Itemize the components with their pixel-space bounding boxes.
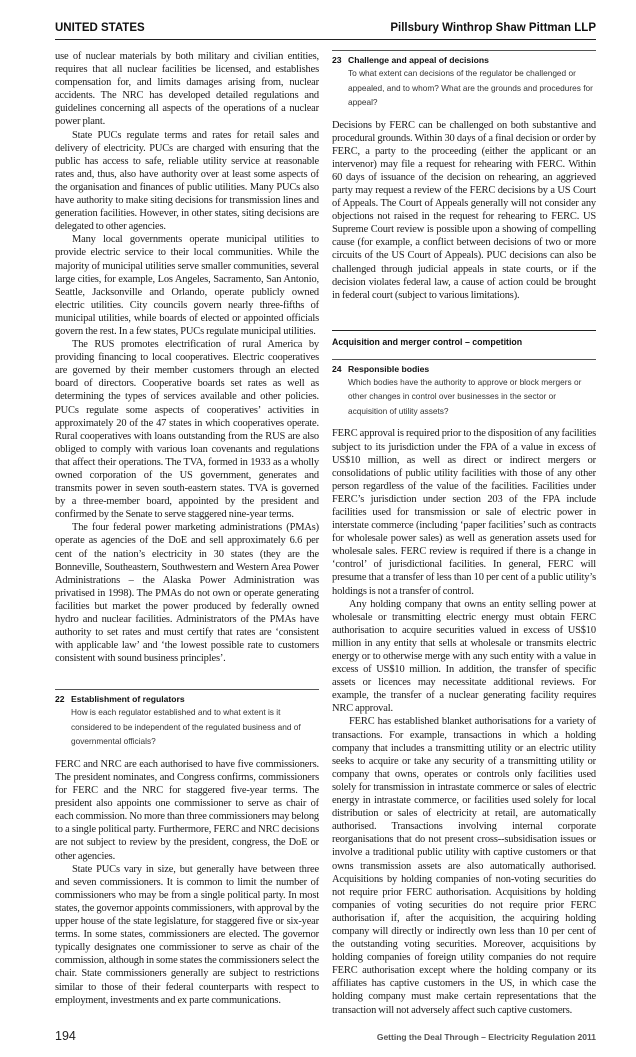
question-22 [55,689,319,749]
header-firm: Pillsbury Winthrop Shaw Pittman LLP [390,22,596,34]
paragraph: use of nuclear materials by both military and civilian entities, requires that all nuclear facilities be licensed, and establishes compensation for, and limits damages arising from, nuclear accidents. The NRC has developed detailed regulations and guidelines concerning all aspects of the operations of a nuclear power plant. [55,51,319,128]
paragraph: FERC and NRC are each authorised to have five commissioners. The president nominates, and Congress confirms, commissioners for FERC and the NRC for staggered five-year terms. The president also appoints one commissioner to serve as chair of each commission. No more than three commissioners may belong to a single political party. Furthermore, FERC and NRC decisions are not subject to review by the president, congress, the DoE or other agencies. [55,758,319,862]
page-number: 194 [55,1028,76,1043]
question-24 [332,359,596,419]
paragraph: FERC has established blanket authorisations for a variety of transactions. For example, transactions in which a holding company that includes a transmitting utility or an electric utility seeks to acquire or take any security of a transmitting utility or company that owns, operates or controls only facilities used solely for transmission in intrastate commerce or sales of electric energy in intrastate commerce, or facilities used solely for local distribution or sales of electricity at retail, are automatically authorised. Transactions involving internal corporate reorganisations that do not present cross--subsidisation issues or involve a traditional public utility with captive customers or that owns transmission assets are also automatically authorised. Acquisitions by holding companies of non-voting securities do not require prior FERC authorisation. Acquisitions by holding companies of voting securities do not require prior FERC authorisation if, after the acquisition, the acquiring holding company will directly or indirectly own less than 10 per cent of the outstanding voting securities. Moreover, acquisitions by holding companies of foreign utility companies do not require FERC authorisation except where the holding company or its affiliates has captive customers in the US, in which case the holding company must make certain representations that the transaction will not adversely affect such captive customers. [332,716,596,1016]
columns [55,50,596,1017]
paragraph: FERC approval is required prior to the disposition of any facilities subject to its jurisdiction under the FPA of a value in excess of US$10 million, as well as direct or indirect mergers or consolidations of public utility facilities with those of any other person regardless of the value of the facilities. Facilities under FERC’s jurisdiction under section 203 of the FPA include facilities used for transmission or sale of electric power in interstate commerce (including ‘paper facilities’ such as contracts for wholesale power sales) as well as generation assets used for wholesale sales. FERC review is required if there is a change in ‘control’ of jurisdictional facilities. In general, FERC will presume that a transfer of less than 10 per cent of a public utility’s holdings is not a transfer of control. [332,428,596,597]
paragraph: Many local governments operate municipal utilities to provide electric service to their local communities. While the majority of municipal utilities serve smaller communities, several large cities, for example, Los Angeles, Sacramento, San Antonio, Seattle, Jacksonville and Orlando, operate publicly owned electric utilities. City councils govern nearly three-fifths of municipal utilities, while boards of elected or appointed officials govern the rest. In a few states, PUCs regulate municipal utilities. [55,234,319,337]
question-23 [332,50,596,110]
right-column [332,50,596,1017]
page-footer [55,1029,596,1043]
header-country: UNITED STATES [55,22,145,34]
publication-title: Getting the Deal Through – Electricity Regulation 2011 [376,1031,596,1042]
paragraph: State PUCs regulate terms and rates for retail sales and delivery of electricity. PUCs are charged with ensuring that the public has access to safe, reliable utility service at reasonable rates and, thus, also have authority over at least some aspects of the organisation and finances of public utilities. Many PUCs also have authority to make siting decisions for transmission lines and generation facilities. However, in other states, siting decisions are delegated to other agencies. [55,129,319,233]
spacer [55,1017,596,1029]
question-title: Establishment of regulators [71,694,185,705]
question-title: Responsible bodies [348,363,430,374]
section-heading: Acquisition and merger control – competition [332,330,596,349]
page-header [55,22,596,40]
question-text: Which bodies have the authority to approve or block mergers or other changes in control over businesses in the sector or acquisition of utility assets? [348,376,582,416]
question-title: Challenge and appeal of decisions [348,55,489,65]
paragraph: Any holding company that owns an entity selling power at wholesale or transmitting electric energy must obtain FERC authorisation to acquire securities valued in excess of US$10 million in any entity that sells at wholesale or transmits electric energy or to otherwise merge with any such entity with a value in excess of US$10 million. In addition, the transfer of specific assets or licences may necessitate additional reviews. For example, the transfer of a nuclear generating facility requires NRC approval. [332,598,596,715]
question-text: How is each regulator established and to what extent is it considered to be independent of the regulated business and of governmental officials? [71,707,301,747]
paragraph: The RUS promotes electrification of rural America by providing financing to local cooperatives. Electric cooperatives are governed by their member customers through an elected board of directors. Cooperative boards set rates as well as determining the types of services available and other policies. PUCs regulate some aspects of cooperatives’ activities in approximately 20 of the 47 states in which cooperatives operate. Rural cooperatives with loans outstanding from the RUS are also obliged to comply with various loan covenants and regulations that affect their operations. The TVA, formed in 1933 as a wholly owned corporation of the US government, generates and transmits power in seven south-eastern states. TVA is governed by a three-member board, appointed by the president and confirmed by the Senate to serve staggered nine-year terms. [55,339,319,521]
question-number: 23 [332,55,342,65]
question-text: To what extent can decisions of the regulator be challenged or appealed, and to whom? What are the grounds and procedures for appeal? [348,68,593,107]
question-number: 24 [332,363,342,374]
paragraph: State PUCs vary in size, but generally have between three and seven commissioners. It is common to limit the number of commissioners who may be from a single political party. In most states, the governor appoints commissioners, with approval by the upper house of the state legislature, for staggered five or six-year terms. In some states, commissioners are elected. The governor typically designates one commissioner to serve as chair of the commission, although in some states the commissioners select the chair. State commissioners generally are subject to restrictions similar to those of their federal counterparts with respect to employment, investments and ex parte communications. [55,863,319,1006]
question-number: 22 [55,694,65,705]
left-column [55,50,319,1017]
paragraph: Decisions by FERC can be challenged on both substantive and procedural grounds. Within 30 days of a final decision or order by FERC, a party to the proceeding (either the applicant or an intervenor) may file a request for rehearing with FERC. Within 60 days of issuance of the decision on rehearing, an aggrieved party may request a review of the FERC decisions by a US Court of Appeals. The Court of Appeals generally will not consider any objections not raised in the request for rehearing to FERC. US Supreme Court review is possible upon a showing of compelling cause (for example, a conflict between decisions of two or more circuits of the US Court of Appeals). PUC decisions can also be challenged through judicial appeals in state courts, or if the decision violates federal law, a cause of action could be brought in federal court (subject to various limitations). [332,119,596,301]
paragraph: The four federal power marketing administrations (PMAs) operate as agencies of the DoE and sell approximately 6.6 per cent of the nation’s electricity in 30 states (they are the Bonneville, Southeastern, Southwestern and Western Area Power Administrations – the Alaska Power Administration was privatised in 1998). The PMAs do not own or operate generating facilities but market the power produced by federally owned hydro and nuclear facilities. Administrators of the PMAs have authority to set rates and must certify that rates are ‘consistent with applicable law’ and ‘the lowest possible rate to customers consistent with sound business principles’. [55,522,319,665]
